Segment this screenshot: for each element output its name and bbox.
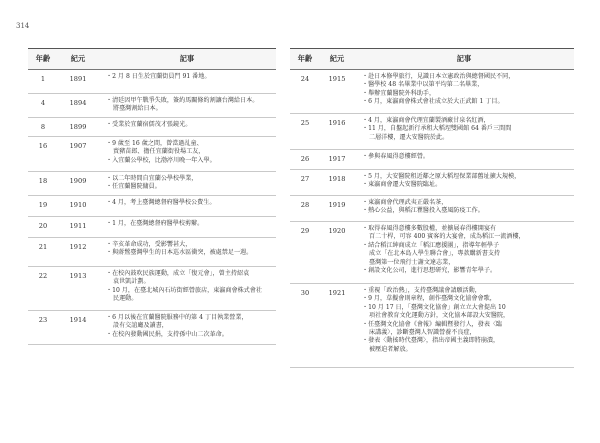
table-header	[28, 48, 276, 70]
event-line: ・東瀛商會遷大安醫院臨址。	[362, 181, 442, 189]
event-line: ・創設文化公司，進行思想研究，影響青年學子。	[362, 267, 497, 275]
age-cell: 26	[300, 155, 310, 163]
table-body	[28, 70, 276, 345]
age-cell: 19	[38, 201, 48, 209]
event-line: ・發表〈動搖時代臺灣〉，指出帝國主義即將崩潰，	[362, 337, 500, 345]
year-cell: 1910	[69, 201, 87, 209]
event-line: ・在校內鼓吹民族運動，成立「復元會」，曾主持紹袁	[106, 270, 250, 277]
table-row	[28, 267, 276, 311]
event-line: ・取得春風得意樓多數股權，並擴展春得樓開宴有	[362, 225, 497, 232]
event-line: 將臺灣割給日本。	[113, 105, 162, 113]
events-cell	[98, 70, 276, 93]
events-cell	[98, 94, 276, 117]
events-cell	[98, 311, 276, 344]
age-cell: 21	[38, 243, 48, 251]
event-line: ・與蔣鷺臺灣學生的日本巡水區衝突，被處禁足一週。	[106, 249, 253, 257]
events-column-header: 記事	[456, 54, 472, 63]
event-line: ・辛亥革命成功，受影響甚大，	[106, 241, 192, 248]
event-line: ・任宜蘭醫院傭員。	[106, 183, 161, 191]
event-line: 民運動。	[113, 295, 138, 303]
table-row	[28, 217, 276, 238]
event-line: ・熱心公益，與稻江瞿醫投入臺風防疫工作。	[362, 207, 484, 215]
event-line: 被壓迫者解放。	[369, 345, 412, 353]
year-column-header: 紀元	[70, 54, 86, 63]
event-line: ・5 月，大安醫院租近鄰之原大稻埕保業部舊址擴大規模，	[362, 173, 521, 180]
events-cell	[354, 70, 574, 113]
year-cell: 1899	[69, 123, 87, 131]
year-cell: 1907	[69, 142, 87, 150]
event-line: ・9 月，草擬會則章程，創作臺灣文化協會會歌，	[362, 295, 496, 303]
event-line: ・4 月，考上臺灣總督府醫學校公費生。	[106, 199, 216, 206]
event-line: ・醫學校 48 名畢業中以第平均第二名畢業，	[362, 81, 484, 89]
event-line: ・2 月 8 日生於宜蘭街員門 91 番地。	[106, 73, 211, 80]
event-line: ・舉辦宜蘭醫院外科助手，	[362, 89, 436, 97]
table-row	[28, 70, 276, 94]
age-cell: 23	[38, 316, 48, 324]
event-line: ・赴日本修學旅行，見識日本立憲政治與總督國民不同，	[362, 73, 515, 80]
event-line: ・在校內發動國民捐，支持孫中山二次革命。	[106, 330, 228, 338]
event-line: 成立「在北本島人學生聯合會」，專款購新書支持	[369, 250, 501, 258]
table-row	[28, 118, 276, 137]
events-cell	[98, 196, 276, 216]
event-line: ・結合稻江紳商成立「稻江應援團」，指導年輕學子	[362, 241, 500, 249]
event-line: 百二十桿，可容 400 賓客的大宴會，成為稻江一流酒樓，	[369, 233, 525, 241]
year-cell: 1909	[69, 177, 87, 185]
event-line: ・受業於宜蘭宿儒茂才張鏡光。	[106, 121, 192, 128]
event-line: 項社會教育文化運動方針，文化協本部設大安醫院，	[369, 312, 510, 320]
events-cell	[354, 222, 574, 283]
event-line: ・1 月，在臺灣總督府醫學校剪辮。	[106, 220, 204, 227]
age-cell: 16	[38, 142, 48, 150]
table-row	[290, 222, 574, 284]
event-line: ・10 月，在臺北城內石坊街經營旅店，東瀛商會株式會社	[106, 286, 262, 294]
events-cell	[354, 284, 574, 367]
event-line: ・任臺灣文化協會《會報》編輯暨發行人，發表〈臨	[362, 320, 503, 328]
table-row	[290, 284, 574, 368]
event-line: ・11 月，自盤起新行承租大稻埕雙國館 64 番戶三間間	[362, 125, 512, 133]
event-line: ・東瀛商會代理武夷正嚴名茶，	[362, 199, 448, 206]
table-row	[290, 114, 574, 150]
year-cell: 1891	[69, 75, 87, 83]
events-cell	[354, 150, 574, 169]
event-line: ・參與春風得意樓經營。	[362, 153, 430, 160]
age-cell: 20	[38, 222, 48, 230]
year-column-header: 紀元	[329, 54, 345, 63]
event-line: 袁世凱計劃。	[113, 278, 150, 286]
age-cell: 28	[300, 201, 310, 209]
event-line: ・以二年時間自宜蘭公學校學業，	[106, 175, 198, 182]
events-cell	[98, 238, 276, 266]
year-cell: 1914	[69, 316, 87, 324]
event-line: ・10 月 17 日，「臺灣文化協會」創立立大會提出 10	[362, 303, 506, 311]
table-body	[290, 70, 574, 368]
event-line: 設有交誼廳及讀書，	[113, 322, 168, 330]
event-line: ・入宜蘭公學校，比渤渟川晚一年入學。	[106, 156, 216, 164]
event-line: ・重視「政治熱」，支持臺灣議會請願活動，	[362, 287, 481, 294]
table-header	[290, 48, 574, 70]
year-cell: 1916	[328, 119, 346, 127]
event-line: 賣豬苗郎、擔任宜蘭街役場工友，	[113, 148, 205, 156]
event-line: ・清廷因甲午戰爭失敗，簽約馬關條約割讓台灣給日本。	[106, 97, 259, 104]
table-row	[290, 70, 574, 114]
year-cell: 1911	[69, 222, 87, 230]
table-row	[28, 94, 276, 118]
year-cell: 1919	[328, 201, 346, 209]
age-cell: 22	[38, 272, 48, 280]
age-column-header: 年齡	[297, 54, 313, 63]
event-line: ・6 月，東瀛商會株式會社成立於大正武館 1 丁目。	[362, 98, 504, 106]
table-row	[290, 170, 574, 196]
age-column-header: 年齡	[35, 54, 51, 63]
table-row	[28, 311, 276, 345]
year-cell: 1921	[328, 289, 346, 297]
age-cell: 24	[300, 75, 310, 83]
age-cell: 27	[300, 175, 310, 183]
age-cell: 18	[38, 177, 48, 185]
table-row	[290, 150, 574, 170]
year-cell: 1917	[328, 155, 346, 163]
events-column-header: 記事	[179, 54, 195, 63]
page-number: 314	[16, 22, 30, 30]
year-cell: 1915	[328, 75, 346, 83]
year-cell: 1894	[69, 99, 87, 107]
events-cell	[354, 170, 574, 195]
age-cell: 4	[40, 99, 46, 107]
chronology-table-left	[28, 48, 276, 345]
age-cell: 25	[300, 119, 310, 127]
events-cell	[98, 172, 276, 195]
events-cell	[354, 114, 574, 149]
age-cell: 8	[40, 123, 46, 131]
year-cell: 1912	[69, 243, 87, 251]
age-cell: 29	[300, 227, 310, 235]
events-cell	[98, 118, 276, 136]
event-line: 床講義〉，診斷臺灣人智識營養不良症，	[369, 329, 476, 337]
events-cell	[354, 196, 574, 221]
year-cell: 1913	[69, 272, 87, 280]
age-cell: 30	[300, 289, 310, 297]
table-row	[28, 238, 276, 267]
age-cell: 1	[40, 75, 46, 83]
event-line: ・9 歲至 16 歲之間，曾當過乩童、	[106, 140, 203, 147]
events-cell	[98, 137, 276, 171]
table-row	[28, 137, 276, 172]
event-line: 臺灣第一位飛行士謝文達志業，	[369, 258, 455, 266]
event-line: 二層洋樓，遷大安醫院於此。	[369, 133, 449, 141]
event-line: ・4 月，東瀛商會代理宜蘭製酒廠甘泉名紅酒，	[362, 117, 490, 124]
year-cell: 1918	[328, 175, 346, 183]
year-cell: 1920	[328, 227, 346, 235]
events-cell	[98, 267, 276, 310]
event-line: ・6 月以後在宜蘭醫院服務中的第 4 丁目執業營業，	[106, 314, 248, 321]
table-row	[28, 172, 276, 196]
table-row	[28, 196, 276, 217]
events-cell	[98, 217, 276, 237]
chronology-table-right	[290, 48, 574, 368]
table-row	[290, 196, 574, 222]
